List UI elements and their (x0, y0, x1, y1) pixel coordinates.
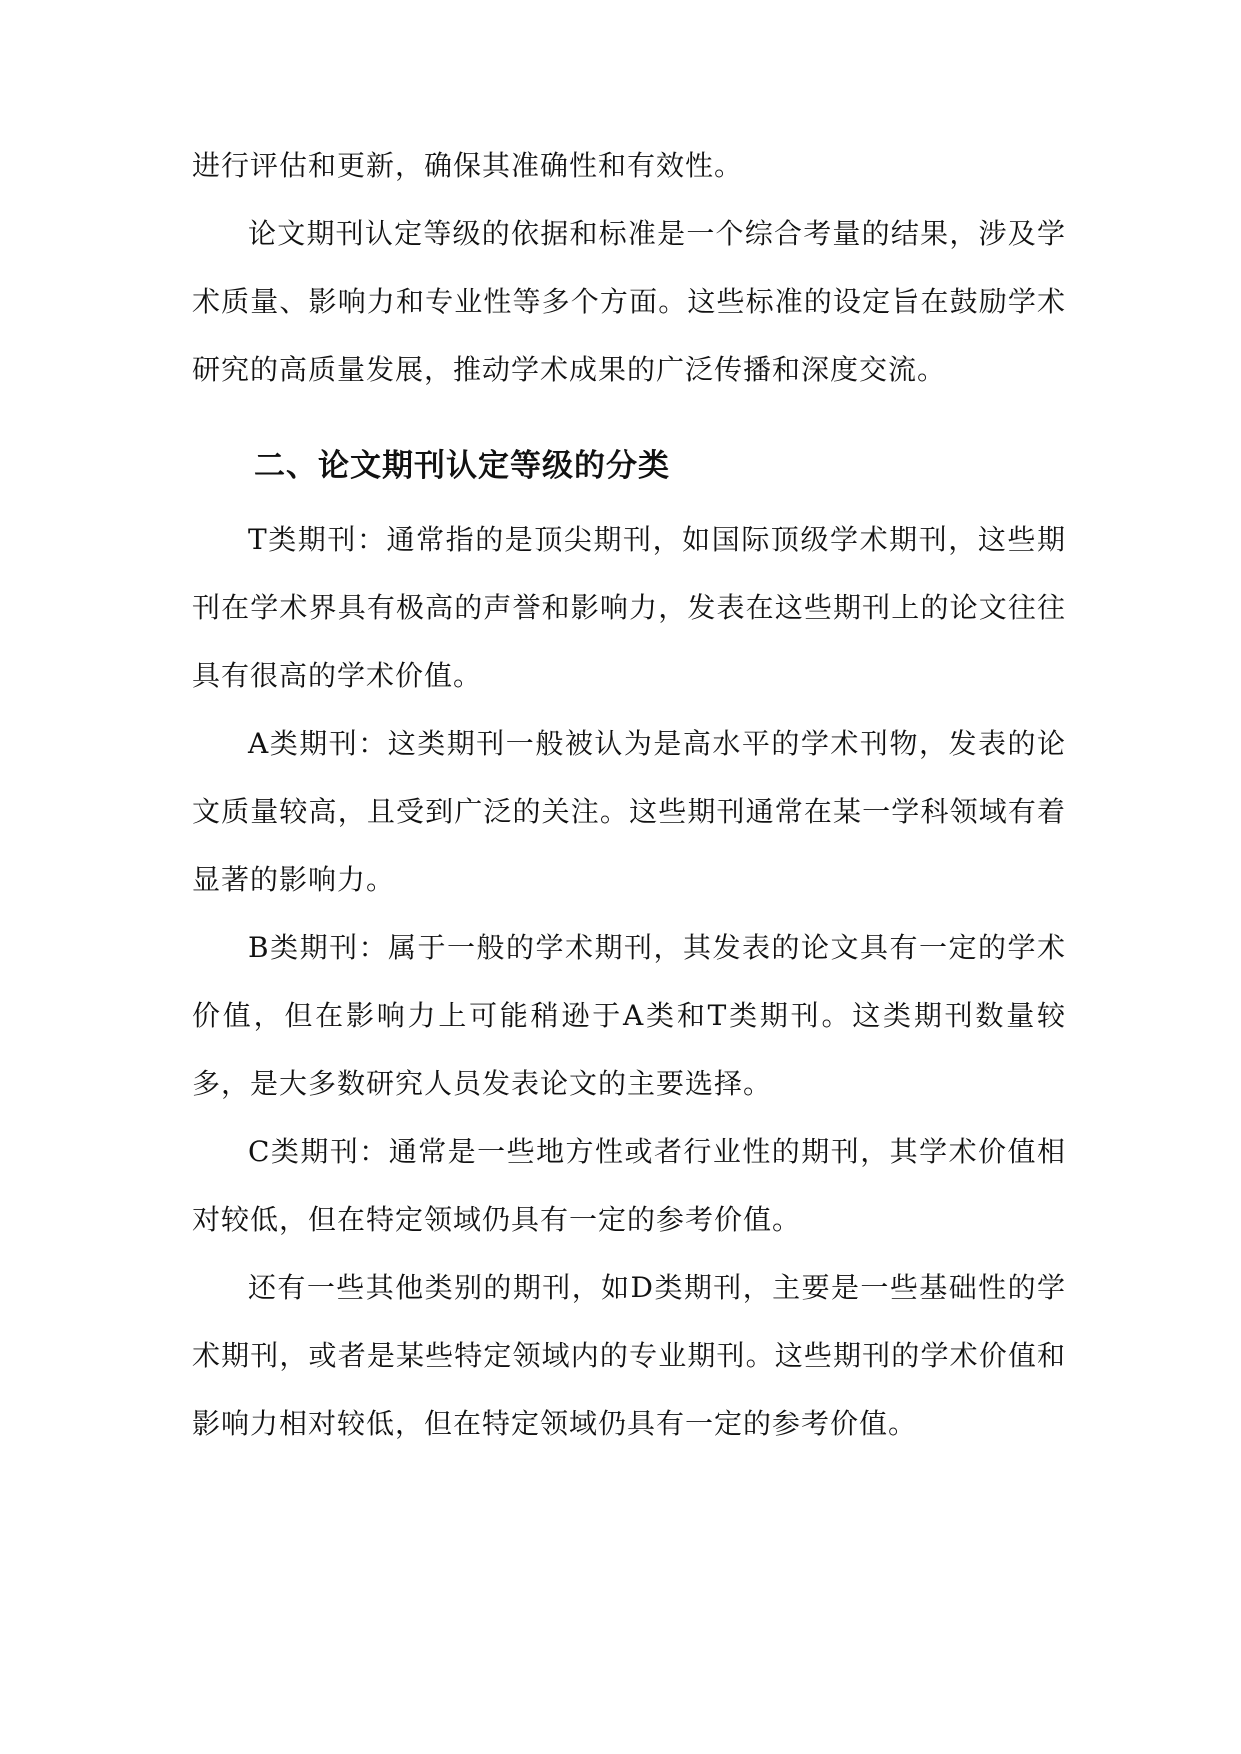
paragraph-c-class: C类期刊：通常是一些地方性或者行业性的期刊，其学术价值相对较低，但在特定领域仍具有一定的参考价值。 (192, 1135, 1066, 1236)
paragraph-other-classes: 还有一些其他类别的期刊，如D类期刊，主要是一些基础性的学术期刊，或者是某些特定领域内的专业期刊。这些期刊的学术价值和影响力相对较低，但在特定领域仍具有一定的参考价值。 (192, 1271, 1066, 1440)
paragraph-a-class: A类期刊：这类期刊一般被认为是高水平的学术刊物，发表的论文质量较高，且受到广泛的关注。这些期刊通常在某一学科领域有着显著的影响力。 (192, 727, 1066, 896)
document-body (192, 132, 1066, 1458)
paragraph-t-class: T类期刊：通常指的是顶尖期刊，如国际顶级学术期刊，这些期刊在学术界具有极高的声誉和影响力，发表在这些期刊上的论文往往具有很高的学术价值。 (192, 523, 1066, 692)
paragraph-continuation: 进行评估和更新，确保其准确性和有效性。 (192, 149, 744, 182)
paragraph-criteria-summary: 论文期刊认定等级的依据和标准是一个综合考量的结果，涉及学术质量、影响力和专业性等多个方面。这些标准的设定旨在鼓励学术研究的高质量发展，推动学术成果的广泛传播和深度交流。 (192, 217, 1066, 386)
section-heading: 二、论文期刊认定等级的分类 (254, 448, 670, 484)
paragraph-b-class: B类期刊：属于一般的学术期刊，其发表的论文具有一定的学术价值，但在影响力上可能稍逊于A类和T类期刊。这类期刊数量较多，是大多数研究人员发表论文的主要选择。 (192, 931, 1066, 1100)
